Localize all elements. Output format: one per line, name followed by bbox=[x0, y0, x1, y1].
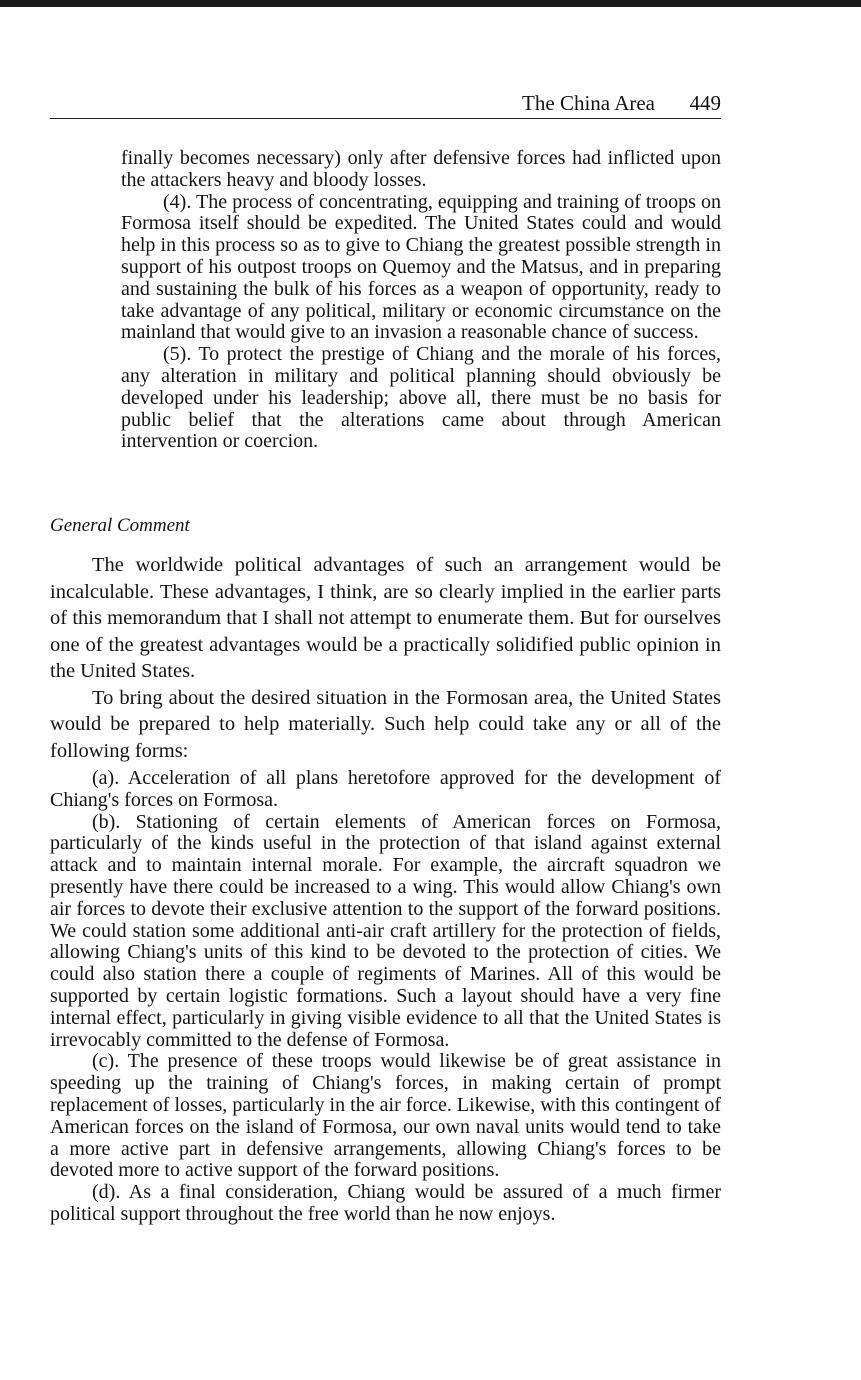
page-number: 449 bbox=[689, 91, 721, 115]
list-item-a: (a). Acceleration of all plans heretofore approved for the development of Chiang's forces on Formosa. bbox=[50, 767, 721, 811]
section-heading: General Comment bbox=[50, 515, 190, 536]
memo-paragraph-continuation: finally becomes necessary) only after defensive forces had inflicted upon the attackers heavy and bloody losses. bbox=[121, 147, 721, 191]
memo-paragraph-4: (4). The process of concentrating, equipping and training of troops on Formosa itself should be expedited. The United States could and would help in this process so as to give to Chiang the greatest possible strength in support of his outpost troops on Quemoy and the Matsus, and in preparing and sustaining the bulk of his forces as a weapon of opportunity, ready to take advantage of any political, military or economic circumstance on the mainland that would give to an invasion a reasonable chance of success. bbox=[121, 190, 721, 344]
scan-top-edge bbox=[0, 0, 861, 7]
body-paragraph: To bring about the desired situation in the Formosan area, the United States would be prepared to help materially. Such help could take any or all of the following forms: bbox=[50, 686, 721, 762]
body-text bbox=[50, 552, 721, 764]
memo-paragraph-5: (5). To protect the prestige of Chiang and the morale of his forces, any alteration in military and political planning should obviously be developed under his leadership; above all, there must be no basis for public belief that the alterations came about through American intervention or coercion. bbox=[121, 343, 721, 453]
body-paragraph: The worldwide political advantages of such an arrangement would be incalculable. These advantages, I think, are so clearly implied in the earlier parts of this memorandum that I shall not attempt to enumerate them. But for ourselves one of the greatest advantages would be a practically solidified public opinion in the United States. bbox=[50, 554, 721, 682]
forms-of-help-list bbox=[50, 768, 721, 1226]
list-item-d: (d). As a final consideration, Chiang would be assured of a much firmer political support throughout the free world than he now enjoys. bbox=[50, 1181, 721, 1225]
list-item-c: (c). The presence of these troops would likewise be of great assistance in speeding up the training of Chiang's forces, in making certain of prompt replacement of losses, particularly in the air force. Likewise, with this contingent of American forces on the island of Formosa, our own naval units would tend to take a more active part in defensive arrangements, allowing Chiang's forces to be devoted more to active support of the forward positions. bbox=[50, 1050, 721, 1182]
list-item-b: (b). Stationing of certain elements of American forces on Formosa, particularly of the kinds useful in the protection of that island against external attack and to maintain internal morale. For example, the aircraft squadron we presently have there could be increased to a wing. This would allow Chiang's own air forces to devote their exclusive attention to the support of the forward positions. We could station some additional anti-air craft artillery for the protection of fields, allowing Chiang's units of this kind to be devoted to the protection of cities. We could also station there a couple of regiments of Marines. All of this would be supported by certain logistic formations. Such a layout should have a very fine internal effect, particularly in giving visible evidence to all that the United States is irrevocably committed to the defense of Formosa. bbox=[50, 810, 721, 1051]
indented-memo-block bbox=[121, 148, 721, 453]
running-title: The China Area bbox=[522, 91, 655, 115]
running-header bbox=[50, 90, 721, 119]
